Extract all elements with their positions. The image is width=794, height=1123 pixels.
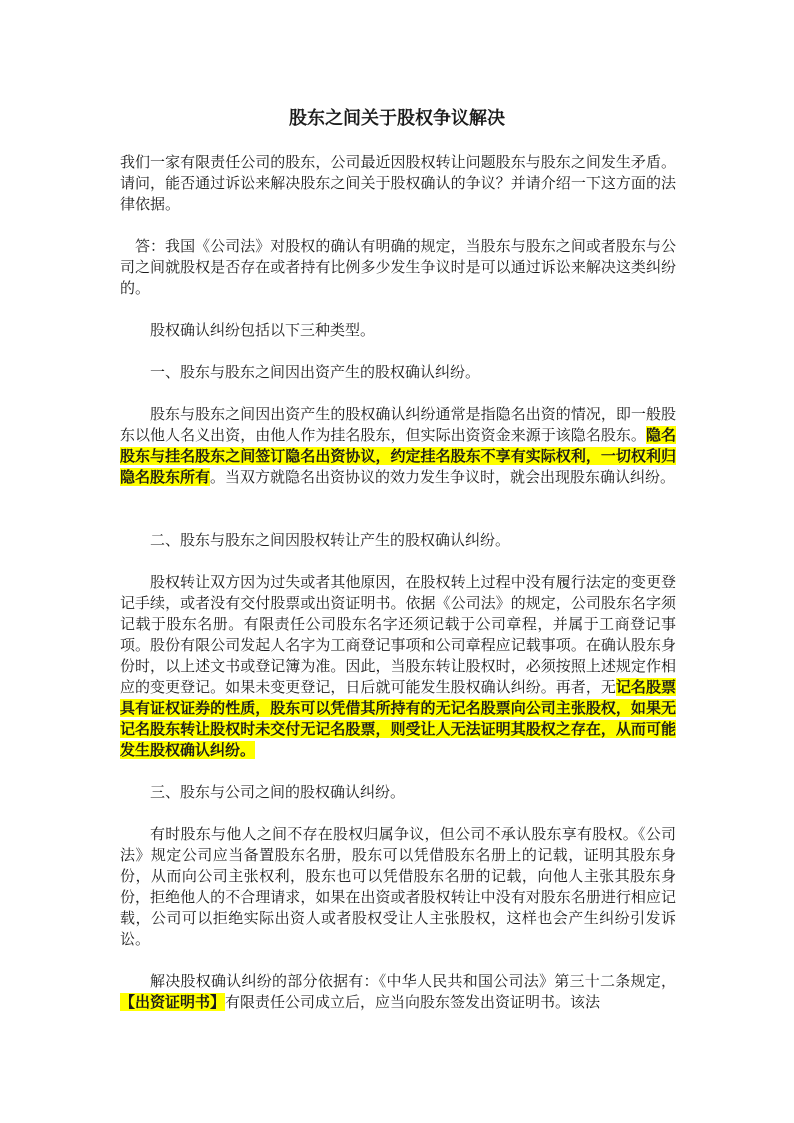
section3-heading: 三、股东与公司之间的股权确认纠纷。 <box>150 783 406 801</box>
answer-paragraph: 答：我国《公司法》对股权的确认有明确的规定，当股东与股东之间或者股东与公司之间就股权是否存在或者持有比例多少发生争议时是可以通过诉讼来解决这类纠纷的。 <box>120 237 676 297</box>
document-title: 股东之间关于股权争议解决 <box>289 108 505 129</box>
basis-text-before: 解决股权确认纠纷的部分依据有：《中华人民共和国公司法》第三十二条规定， <box>150 972 676 990</box>
section1-highlight: 隐名股东与挂名股东之间签订隐名出资协议，约定挂名股东不享有实际权利，一切权利归隐名股东所有 <box>120 426 676 486</box>
section1-text-before: 股东与股东之间因出资产生的股权确认纠纷通常是指隐名出资的情况，即一般股东以他人名义出资，由他人作为挂名股东，但实际出资资金来源于该隐名股东。 <box>120 405 676 444</box>
intro-paragraph: 股权确认纠纷包括以下三种类型。 <box>150 321 376 339</box>
question-paragraph: 我们一家有限责任公司的股东，公司最近因股权转让问题股东与股东之间发生矛盾。请问，能否通过诉讼来解决股东之间关于股权确认的争议？并请介绍一下这方面的法律依据。 <box>120 153 676 213</box>
section2-heading: 二、股东与股东之间因股权转让产生的股权确认纠纷。 <box>150 531 511 549</box>
basis-highlight: 【出资证明书】 <box>120 993 226 1011</box>
section1-heading: 一、股东与股东之间因出资产生的股权确认纠纷。 <box>150 363 481 381</box>
section2-highlight: 记名股票具有证权证券的性质，股东可以凭借其所持有的无记名股票向公司主张股权，如果无记名股东转让股权时未交付无记名股票，则受让人无法证明其股权之存在，从而可能发生股权确认纠纷。 <box>120 678 676 759</box>
section2-text-before: 股权转让双方因为过失或者其他原因，在股权转上过程中没有履行法定的变更登记手续，或者没有交付股票或出资证明书。依据《公司法》的规定，公司股东名字须记载于股东名册。有限责任公司股东名字还须记载于公司章程，并属于工商登记事项。股份有限公司发起人名字为工商登记事项和公司章程应记载事项。在确认股东身份时，以上述文书或登记簿为准。因此，当股东转让股权时，必须按照上述规定作相应的变更登记。如果未变更登记，日后就可能发生股权确认纠纷。再者，无 <box>120 573 676 696</box>
basis-paragraph <box>120 971 676 1013</box>
section2-paragraph <box>120 572 676 761</box>
basis-text-after: 有限责任公司成立后，应当向股东签发出资证明书。该法 <box>225 993 601 1011</box>
section3-paragraph: 有时股东与他人之间不存在股权归属争议，但公司不承认股东享有股权。《公司法》规定公司应当备置股东名册，股东可以凭借股东名册上的记载，证明其股东身份，从而向公司主张权利，股东也可以凭借股东名册的记载，向他人主张其股东身份，拒绝他人的不合理请求，如果在出资或者股权转让中没有对股东名册进行相应记载，公司可以拒绝实际出资人或者股权受让人主张股权，这样也会产生纠纷引发诉讼。 <box>120 825 676 948</box>
section1-text-after: 。当双方就隐名出资协议的效力发生争议时，就会出现股东确认纠纷。 <box>210 468 676 486</box>
section1-paragraph <box>120 404 676 488</box>
